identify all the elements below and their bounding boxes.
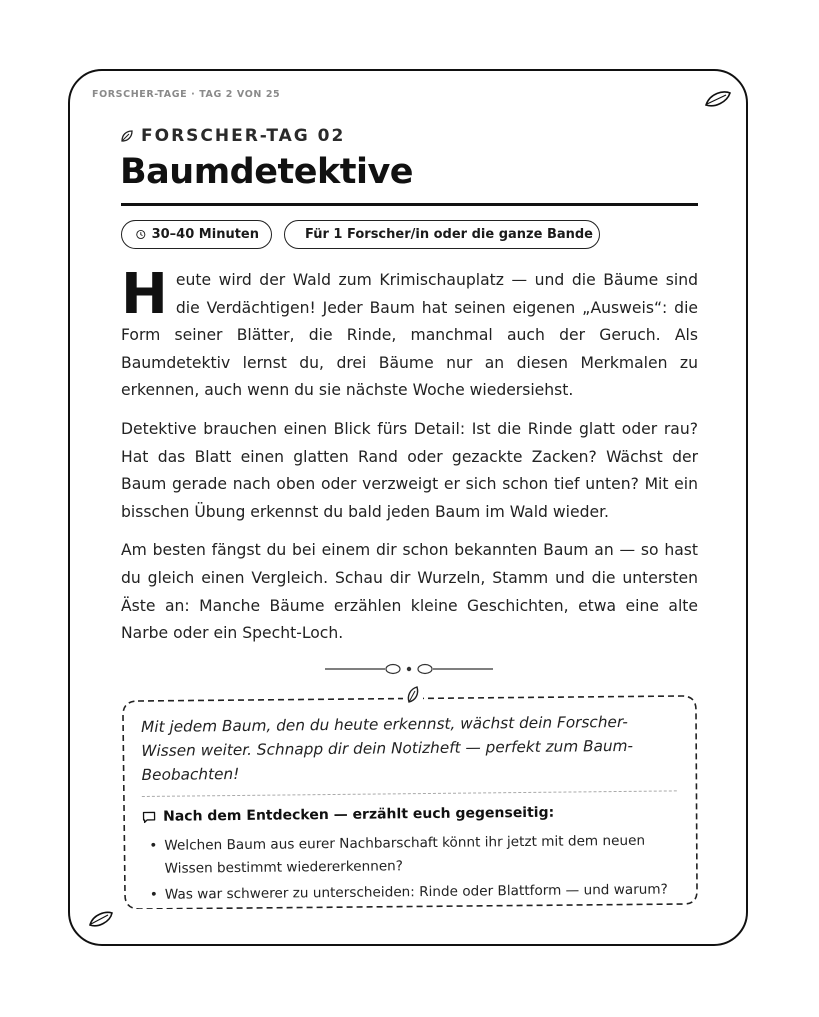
leaf-icon [704, 90, 732, 108]
duration-label: 30–40 Minuten [151, 227, 259, 242]
group-label: Für 1 Forscher/in oder die ganze Bande [305, 227, 593, 242]
page-title: Baumdetektive [120, 152, 413, 192]
dashed-divider [142, 790, 677, 797]
group-badge [284, 220, 600, 249]
lesson-kicker [121, 126, 345, 146]
leaf-icon [121, 130, 133, 142]
ornament-divider [325, 661, 493, 677]
kicker-label: FORSCHER-TAG 02 [141, 126, 346, 146]
question-list [142, 829, 683, 906]
drop-cap: H [121, 262, 168, 327]
duration-badge [121, 220, 272, 249]
title-rule [121, 203, 698, 206]
discussion-heading-text: Nach dem Entdecken — erzählt euch gegenseitig: [162, 804, 555, 825]
body-text [121, 262, 698, 659]
speech-bubble-icon [142, 810, 156, 823]
paragraph-3: Am besten fängst du bei einem dir schon bekannten Baum an — so hast du gleich einen Vergleich. Schau dir Wurzeln, Stamm und die untersten Äste an: Manche Bäume erzählen kleine Geschichten, etwa eine alte Narbe oder ein Specht-Loch. [121, 541, 698, 643]
paragraph-2: Detektive brauchen einen Blick fürs Detail: Ist die Rinde glatt oder rau? Hat das Blatt einen glatten Rand oder gezackte Zacken? Wächst der Baum gerade nach oben oder verzweigt er sich schon tief unten? Mit ein bisschen Übung erkennst du bald jeden Baum im Wald wieder. [121, 419, 698, 521]
discussion-heading [142, 803, 682, 825]
paragraph-1 [121, 262, 698, 405]
leaf-icon [88, 910, 114, 928]
reflection-box [122, 695, 698, 909]
encouragement-quote: Mit jedem Baum, den du heute erkennst, wächst dein Forscher-Wissen weiter. Schnapp dir dein Notizheft — perfekt zum Baum-Beobachten! [141, 712, 634, 784]
running-header: FORSCHER-TAGE · TAG 2 VON 25 [92, 89, 281, 100]
leaf-icon [403, 686, 423, 704]
list-item: • Welchen Baum aus eurer Nachbarschaft könnt ihr jetzt mit dem neuen Wissen bestimmt wiedererkennen? [142, 829, 682, 880]
list-item: • Was war schwerer zu unterscheiden: Rinde oder Blattform — und warum? [143, 878, 683, 906]
paragraph-1-text: eute wird der Wald zum Krimischauplatz — und die Bäume sind die Verdächtigen! Jeder Baum hat seinen eigenen „Ausweis“: die Form seiner Blätter, die Rinde, manchmal auch der Geruch. Als Baumdetektiv lernst du, drei Bäume nur an diesen Merkmalen zu erkennen, auch wenn du sie nächste Woche wiedersiehst. [121, 271, 698, 400]
box-content [141, 709, 683, 910]
clock-icon [136, 228, 146, 241]
